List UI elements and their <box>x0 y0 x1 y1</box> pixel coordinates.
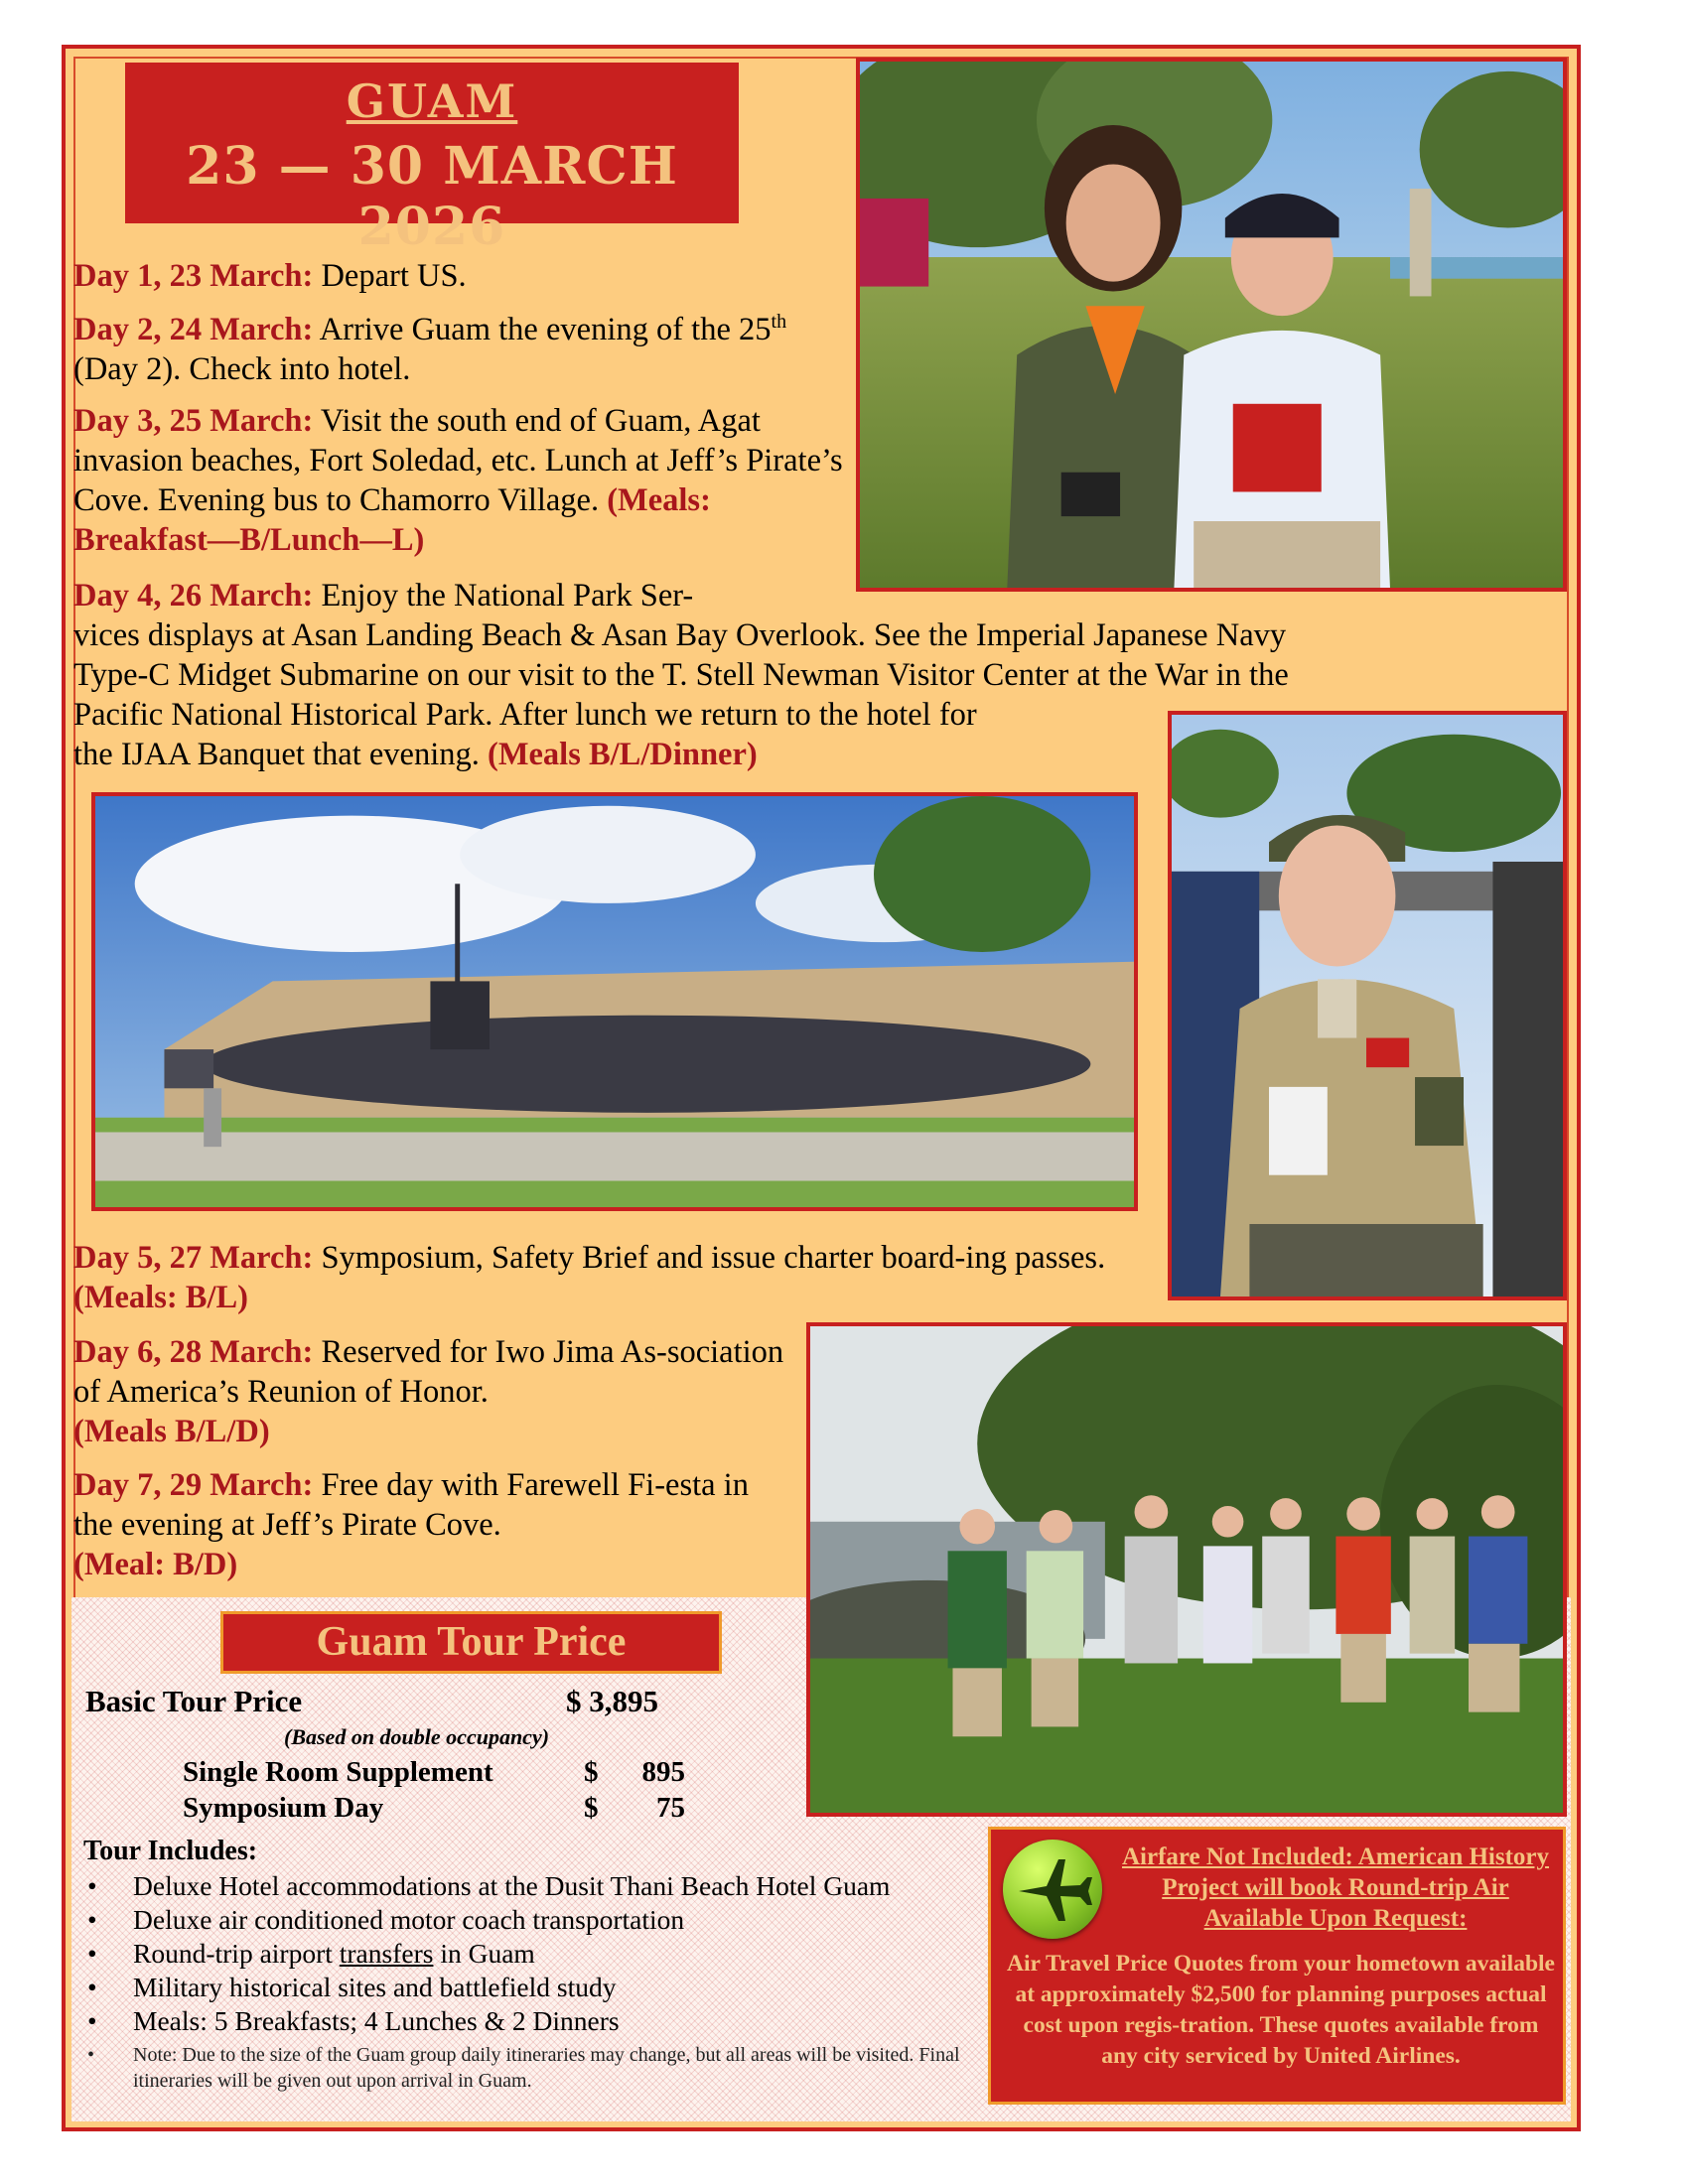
basic-price-value: $ 3,895 <box>566 1684 658 1718</box>
tour-includes <box>83 1836 977 2094</box>
include-note: • Note: Due to the size of the Guam group daily itineraries may change, but all areas will be visited. Final itineraries will be given out upon arrival in Guam. <box>83 2042 987 2094</box>
photo-group <box>806 1322 1567 1817</box>
photo-couple <box>856 58 1567 592</box>
single-room-value: 895 <box>641 1756 685 1788</box>
title-guam: GUAM <box>346 74 518 128</box>
airfare-heading: Airfare Not Included: American History Project will book Round-trip Air Available Upon Request: <box>1121 1843 1550 1932</box>
day-1: Day 1, 23 March: Depart US. <box>73 258 467 294</box>
single-room-currency: $ <box>584 1756 599 1788</box>
symposium-currency: $ <box>584 1792 599 1824</box>
include-item: • Military historical sites and battlefield study <box>83 1971 977 2004</box>
photo-veteran <box>1168 711 1567 1300</box>
single-room-label: Single Room Supplement <box>183 1756 493 1788</box>
photo-submarine <box>91 792 1138 1211</box>
day-4: Day 4, 26 March: Enjoy the National Park Ser- vices displays at Asan Landing Beach & Asan Bay Overlook. See the Imperial Japanese Navy Type-C Midget Submarine on our visit to the T. Stell Newman Visitor Center at the War in the Pacific National Historical Park. After lunch we return to the hotel for the IJAA Banquet that evening. (Meals B/L/Dinner) <box>73 578 1289 772</box>
airfare-box <box>988 1827 1566 2105</box>
include-item: • Meals: 5 Breakfasts; 4 Lunches & 2 Dinners <box>83 2004 977 2038</box>
include-item: • Round-trip airport transfers in Guam <box>83 1937 977 1971</box>
title-dates: 23 — 30 MARCH 2026 <box>186 136 678 257</box>
day-2: Day 2, 24 March: Arrive Guam the evening of the 25th (Day 2). Check into hotel. <box>73 311 787 387</box>
symposium-label: Symposium Day <box>183 1792 384 1824</box>
include-item: • Deluxe Hotel accommodations at the Dusit Thani Beach Hotel Guam <box>83 1869 977 1903</box>
include-item: • Deluxe air conditioned motor coach transportation <box>83 1903 977 1937</box>
itinerary-upper <box>73 256 844 574</box>
day-6: Day 6, 28 March: Reserved for Iwo Jima As-sociation of America’s Reunion of Honor. (Meals B/L/D) <box>73 1334 784 1449</box>
basic-price-label: Basic Tour Price <box>85 1684 303 1718</box>
day-7: Day 7, 29 March: Free day with Farewell Fi-esta in the evening at Jeff’s Pirate Cove. (Meal: B/D) <box>73 1467 749 1582</box>
airplane-icon <box>1003 1840 1102 1939</box>
day-5: Day 5, 27 March: Symposium, Safety Brief and issue charter board-ing passes. (Meals: B/L) <box>73 1240 1106 1315</box>
airfare-body: Air Travel Price Quotes from your hometown available at approximately $2,500 for planning purposes actual cost upon regis-tration. These quotes available from any city serviced by United Airlines. <box>1007 1951 1555 2069</box>
symposium-value: 75 <box>656 1792 685 1824</box>
day-3: Day 3, 25 March: Visit the south end of Guam, Agat invasion beaches, Fort Soledad, etc. Lunch at Jeff’s Pirate’s Cove. Evening bus to Chamorro Village. (Meals: Breakfast—B/Lunch—L) <box>73 403 843 558</box>
occupancy-note: (Based on double occupancy) <box>284 1724 550 1749</box>
price-title: Guam Tour Price <box>220 1611 722 1674</box>
itinerary-days-6-7 <box>73 1332 788 1598</box>
tour-includes-header: Tour Includes: <box>83 1836 258 1866</box>
title-banner <box>125 63 739 257</box>
itinerary-lower <box>73 1238 1146 1331</box>
